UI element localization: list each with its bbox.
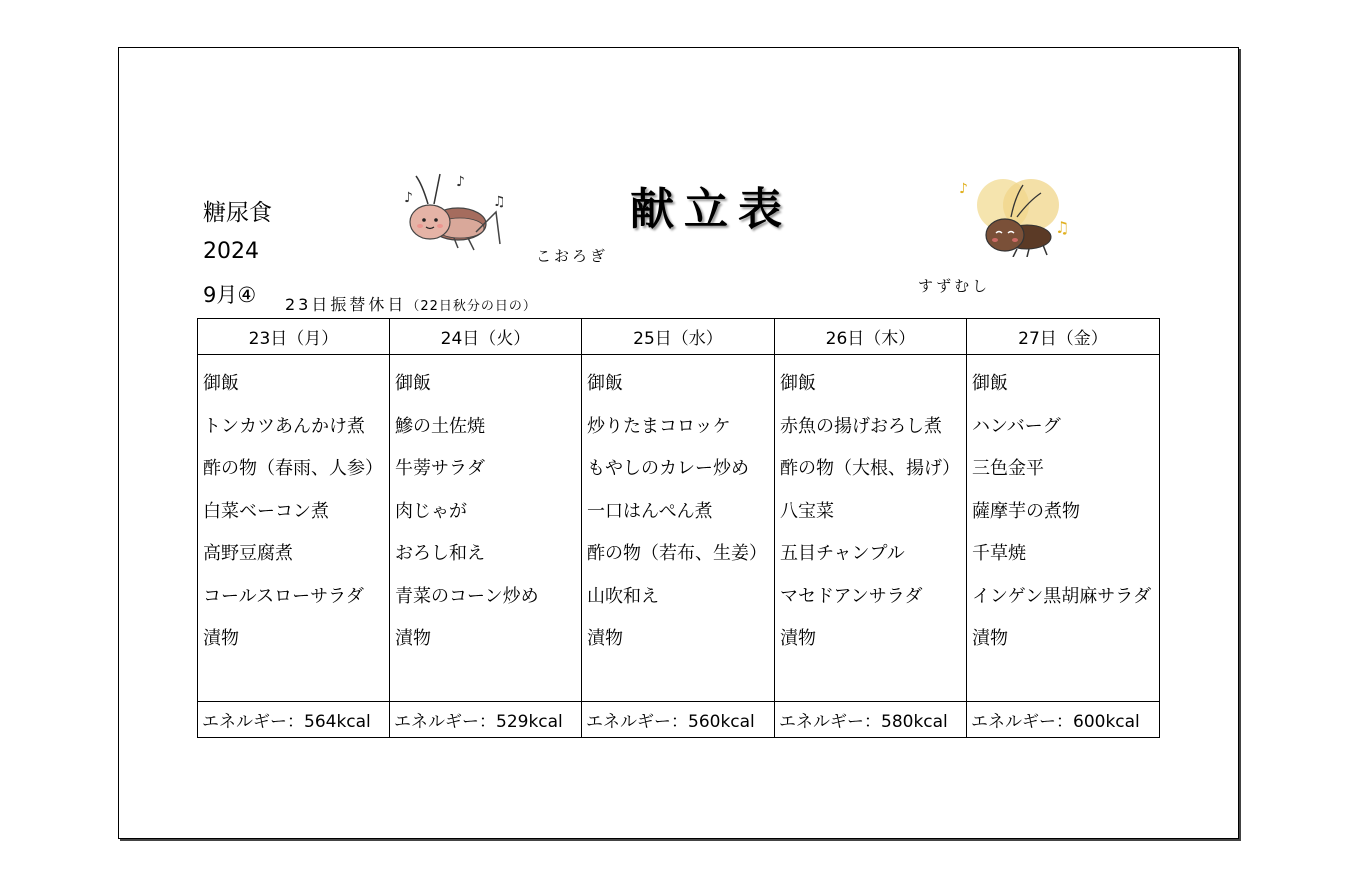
dish-item: 御飯: [780, 373, 816, 394]
bell-cricket-icon: [955, 175, 1080, 257]
dish-item: 山吹和え: [587, 585, 659, 607]
dish-item: 青菜のコーン炒め: [395, 585, 539, 607]
date-header-fri: 27日（金）: [967, 319, 1160, 355]
dish-item: 千草焼: [972, 543, 1026, 564]
svg-text:♫: ♫: [493, 194, 506, 210]
svg-text:♫: ♫: [1055, 218, 1070, 237]
month-label: 9月④: [203, 283, 257, 307]
svg-text:♪: ♪: [404, 190, 413, 206]
cricket-icon: [398, 172, 510, 252]
energy-mon: エネルギー：564kcal: [198, 702, 390, 738]
dishes-wed: [582, 355, 775, 702]
dishes-mon: [198, 355, 390, 702]
dish-item: 八宝菜: [780, 500, 834, 522]
dish-item: おろし和え: [395, 543, 485, 564]
dish-item: 赤魚の揚げおろし煮: [780, 415, 942, 437]
date-header-tue: 24日（火）: [390, 319, 582, 355]
dish-item: もやしのカレー炒め: [587, 458, 749, 479]
dish-item: 漬物: [587, 628, 623, 649]
cricket-caption: こおろぎ: [536, 247, 609, 265]
holiday-note: [285, 292, 537, 315]
dish-item: 御飯: [972, 373, 1008, 394]
dish-item: 御飯: [203, 373, 239, 394]
dish-item: 御飯: [395, 373, 431, 394]
year-label: 2024: [203, 239, 259, 264]
page-title: 献立表: [630, 184, 792, 235]
dish-item: マセドアンサラダ: [780, 585, 923, 607]
svg-text:♪: ♪: [959, 181, 968, 197]
dish-item: 漬物: [972, 628, 1008, 649]
menu-table: [197, 318, 1160, 738]
energy-row: [198, 702, 1160, 738]
date-header-mon: 23日（月）: [198, 319, 390, 355]
dish-item: 五目チャンプル: [780, 543, 905, 564]
dishes-tue: [390, 355, 582, 702]
holiday-note-paren: （22日秋分の日の）: [406, 299, 537, 314]
dish-item: 漬物: [395, 628, 431, 649]
dish-item: 漬物: [203, 628, 239, 649]
dish-item: 白菜ベーコン煮: [203, 500, 329, 522]
dishes-thu: [775, 355, 967, 702]
dish-item: 薩摩芋の煮物: [972, 500, 1080, 522]
dish-item: ハンバーグ: [972, 415, 1061, 437]
bell-cricket-caption: すずむし: [918, 277, 991, 295]
energy-thu: エネルギー：580kcal: [775, 702, 967, 738]
energy-tue: エネルギー：529kcal: [390, 702, 582, 738]
dish-item: 漬物: [780, 628, 816, 649]
dish-item: コールスローサラダ: [203, 585, 364, 607]
dish-item: 一口はんぺん煮: [587, 500, 713, 522]
dish-item: 御飯: [587, 373, 623, 394]
dish-item: 肉じゃが: [395, 500, 467, 522]
svg-text:♪: ♪: [456, 174, 465, 190]
dish-item: 三色金平: [972, 458, 1044, 479]
dish-item: インゲン黒胡麻サラダ: [972, 585, 1152, 607]
dishes-fri: [967, 355, 1160, 702]
diet-type-label: 糖尿食: [203, 200, 272, 226]
date-header-wed: 25日（水）: [582, 319, 775, 355]
dish-item: 牛蒡サラダ: [395, 458, 485, 479]
holiday-note-main: 23日振替休日: [285, 295, 407, 314]
energy-wed: エネルギー：560kcal: [582, 702, 775, 738]
dish-item: トンカツあんかけ煮: [203, 415, 365, 437]
dish-item: 酢の物（大根、揚げ）: [780, 458, 960, 479]
dishes-row: [198, 355, 1160, 702]
dish-item: 高野豆腐煮: [203, 543, 293, 564]
date-header-thu: 26日（木）: [775, 319, 967, 355]
date-header-row: [198, 319, 1160, 355]
dish-item: 酢の物（若布、生姜）: [587, 543, 767, 564]
dish-item: 鰺の土佐焼: [395, 415, 485, 437]
energy-fri: エネルギー：600kcal: [967, 702, 1160, 738]
dish-item: 炒りたまコロッケ: [587, 415, 731, 437]
dish-item: 酢の物（春雨、人参）: [203, 458, 383, 479]
